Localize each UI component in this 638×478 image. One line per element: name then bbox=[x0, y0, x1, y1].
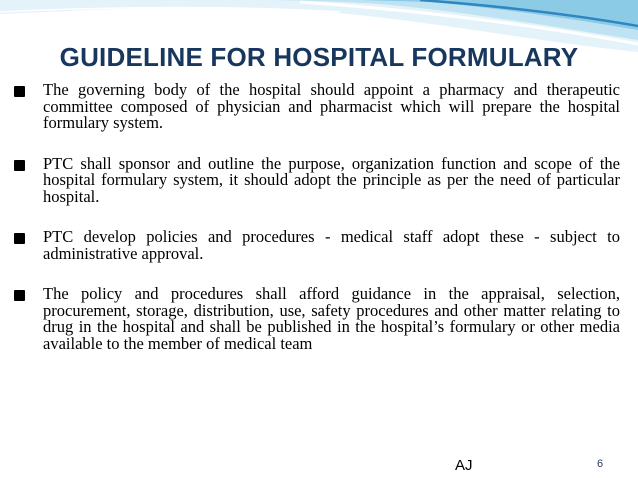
bullet-text: The policy and procedures shall afford guidance in the appraisal, selection, procurement, storage, distribution, use, safety procedures and other matter relating to drug in the hospital and shall be published in the hospital’s formulary or other media available to the member of medical team bbox=[43, 284, 620, 353]
bullet-list bbox=[12, 82, 620, 352]
bullet-item bbox=[12, 153, 620, 206]
author-initials: AJ bbox=[455, 457, 473, 474]
bullet-text: PTC develop policies and procedures - medical staff adopt these - subject to administrative approval. bbox=[43, 227, 620, 263]
bullet-item bbox=[12, 82, 620, 132]
square-bullet-icon bbox=[14, 160, 25, 171]
bullet-item bbox=[12, 286, 620, 352]
bullet-item bbox=[12, 229, 620, 262]
bullet-text: PTC shall sponsor and outline the purpose, organization function and scope of the hospital formulary system, it should adopt the principle as per the need of particular hospital. bbox=[43, 153, 620, 206]
square-bullet-icon bbox=[14, 290, 25, 301]
bullet-text: The governing body of the hospital should appoint a pharmacy and therapeutic committee composed of physician and pharmacist which will prepare the hospital formulary system. bbox=[43, 80, 620, 132]
slide-title: GUIDELINE FOR HOSPITAL FORMULARY bbox=[59, 42, 579, 72]
square-bullet-icon bbox=[14, 86, 25, 97]
square-bullet-icon bbox=[14, 233, 25, 244]
page-number: 6 bbox=[597, 458, 604, 470]
